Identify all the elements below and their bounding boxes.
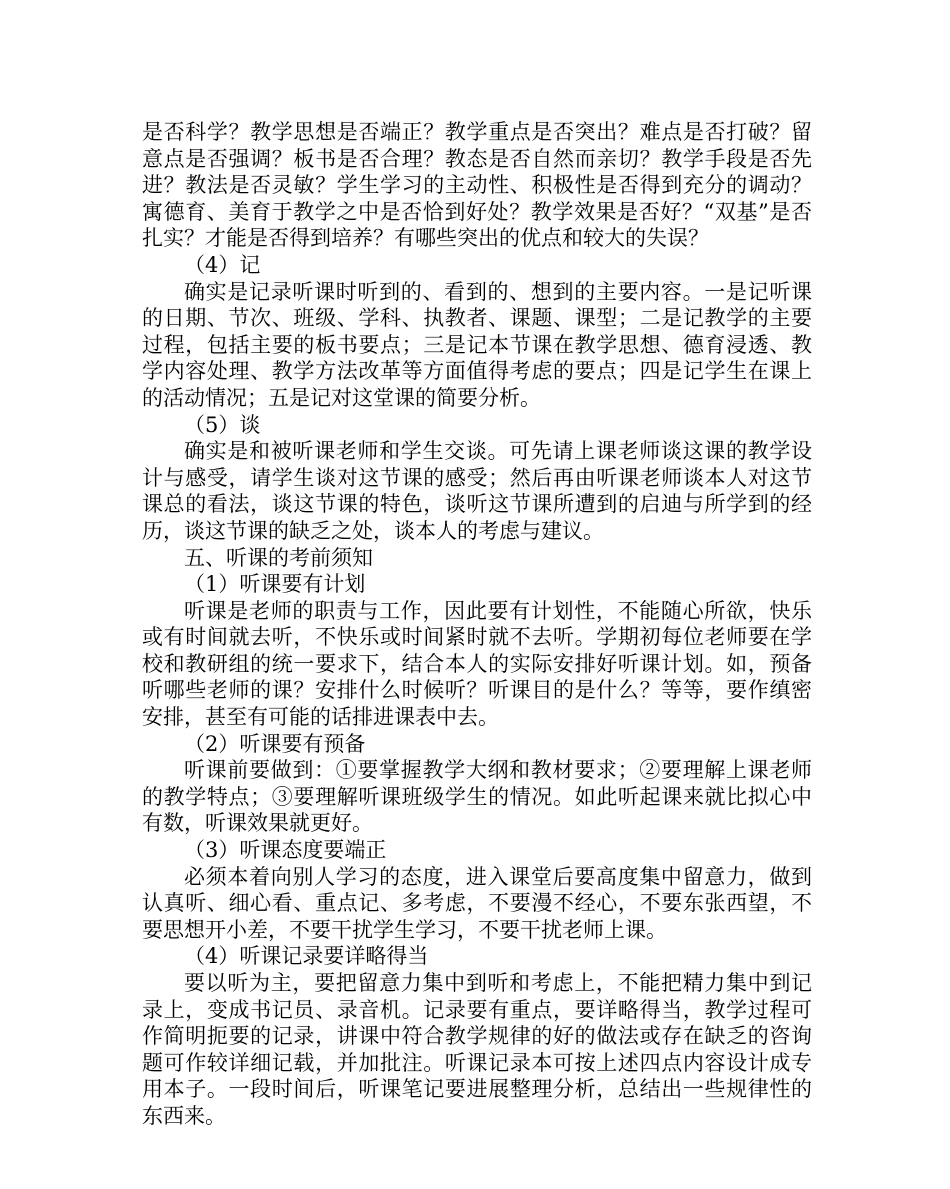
heading-attitude: （3）听课态度要端正 (184, 838, 387, 863)
paragraph-prepare: 听课前要做到：①要掌握教学大纲和教材要求；②要理解上课老师的教学特点；③要理解听课班级学生的情况。如此听起课来就比拟心中有数，听课效果就更好。 (142, 758, 812, 836)
heading-plan: （1）听课要有计划 (184, 572, 366, 597)
heading-discuss: （5）谈 (184, 412, 261, 437)
heading-prepare: （2）听课要有预备 (184, 731, 366, 756)
paragraph-attitude: 必须本着向别人学习的态度，进入课堂后要高度集中留意力，做到认真听、细心看、重点记、多考虑，不要漫不经心，不要东张西望，不要思想开小差，不要干扰学生学习，不要干扰老师上课。 (142, 864, 812, 942)
paragraph-plan: 听课是老师的职责与工作，因此要有计划性，不能随心所欲，快乐或有时间就去听，不快乐或时间紧时就不去听。学期初每位老师要在学校和教研组的统一要求下，结合本人的实际安排好听课计划。如，预备听哪些老师的课？安排什么时候听？听课目的是什么？等等，要作缜密安排，甚至有可能的话排进课表中去。 (142, 598, 812, 730)
document-body (142, 119, 812, 1130)
paragraph-discuss: 确实是和被听课老师和学生交谈。可先请上课老师谈这课的教学设计与感受，请学生谈对这节课的感受；然后再由听课老师谈本人对这节课总的看法，谈这节课的特色，谈听这节课所遭到的启迪与所学到的经历，谈这节课的缺乏之处，谈本人的考虑与建议。 (142, 439, 812, 543)
paragraph-notes: 要以听为主，要把留意力集中到听和考虑上，不能把精力集中到记录上，变成书记员、录音机。记录要有重点，要详略得当，教学过程可作简明扼要的记录，讲课中符合教学规律的好的做法或存在缺乏的咨询题可作较详细记载，并加批注。听课记录本可按上述四点内容设计成专用本子。一段时间后，听课笔记要进展整理分析，总结出一些规律性的东西来。 (142, 971, 812, 1128)
section-heading-notes: 五、听课的考前须知 (184, 545, 373, 570)
paragraph-record: 确实是记录听课时听到的、看到的、想到的主要内容。一是记听课的日期、节次、班级、学科、执教者、课题、课型；二是记教学的主要过程，包括主要的板书要点；三是记本节课在教学思想、德育浸透、教学内容处理、教学方法改革等方面值得考虑的要点；四是记学生在课上的活动情况；五是记对这堂课的简要分析。 (142, 279, 812, 410)
paragraph-evaluation-questions: 是否科学？教学思想是否端正？教学重点是否突出？难点是否打破？留意点是否强调？板书是否合理？教态是否自然而亲切？教学手段是否先进？教法是否灵敏？学生学习的主动性、积极性是否得到充分的调动？寓德育、美育于教学之中是否恰到好处？教学效果是否好？“双基”是否扎实？才能是否得到培养？有哪些突出的优点和较大的失误？ (142, 120, 812, 251)
heading-notes: （4）听课记录要详略得当 (184, 944, 429, 969)
heading-record: （4）记 (184, 252, 261, 277)
